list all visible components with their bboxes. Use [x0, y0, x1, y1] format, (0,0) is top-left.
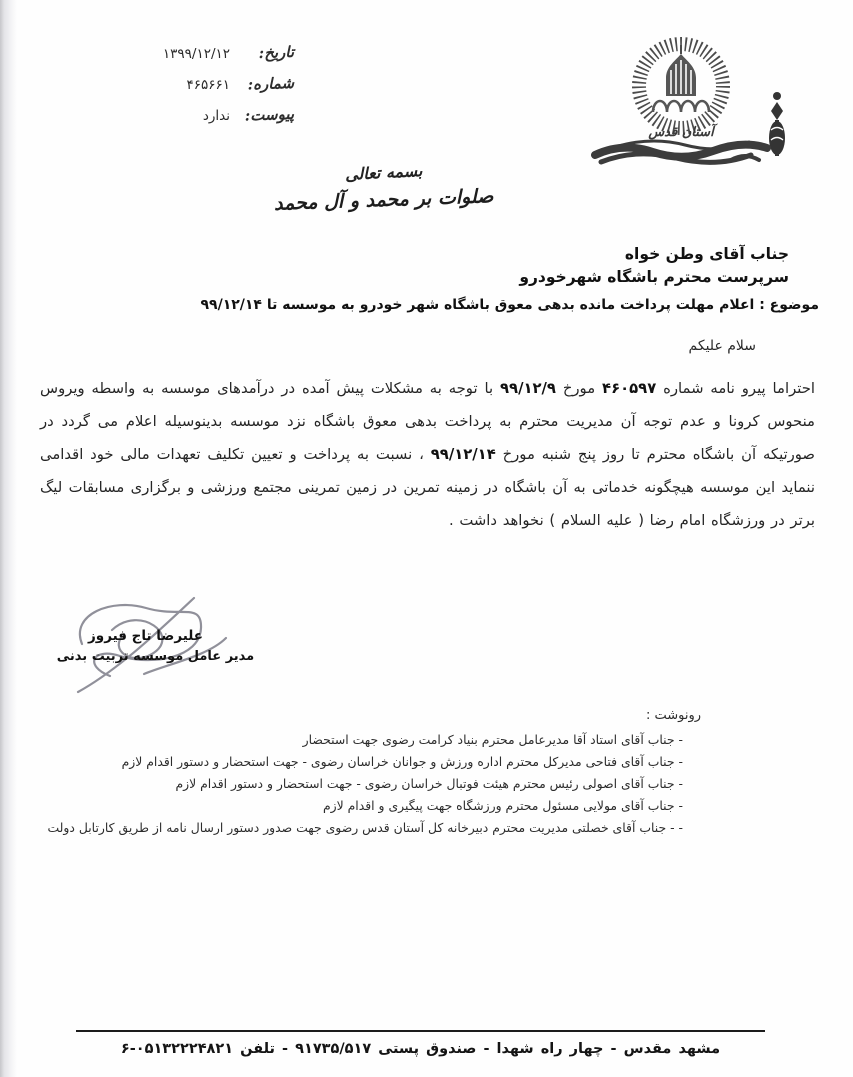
body-segment: با توجه به مشکلات پیش آمده در درآمدهای موسسه به واسطه ویروس منحوس کرونا و عدم توجه آن مدیریت محترم به پرداخت بدهی معوق باشگاه نزد موسسه بدینوسیله اعلام می گردد در صورتیکه آن باشگاه محترم تا روز پنج شنبه مورخ — [40, 380, 816, 463]
attachment-value: ندارد — [202, 108, 230, 124]
scan-edge-shadow — [0, 0, 17, 1077]
body-segment: ۹۹/۱۲/۱۴ — [430, 446, 496, 463]
cc-item: - - جناب آقای خصلتی مدیریت محترم دبیرخانه کل آستان قدس رضوی جهت صدور دستور ارسال نامه از طریق کارتابل دولت — [47, 820, 683, 835]
attachment-label: پیوست: — [244, 104, 295, 125]
footer-address: مشهد مقدس - چهار راه شهدا - صندوق پستی ۹۱۷۳۵/۵۱۷ - تلفن ۰۵۱۳۲۲۲۴۸۲۱-۶ — [76, 1030, 765, 1057]
cc-item: - جناب آقای مولایی مسئول محترم ورزشگاه جهت پیگیری و اقدام لازم — [322, 798, 683, 813]
recipient-name: جناب آقای وطن خواه — [624, 245, 789, 263]
cc-item: - جناب آقای فتاحی مدیرکل محترم اداره ورزش و جوانان خراسان رضوی - جهت استحضار و دستور اقدام لازم — [121, 754, 683, 769]
salawat-text: صلوات بر محمد و آل محمد — [274, 185, 494, 215]
body-segment: ، نسبت به پرداخت و تعیین تکلیف تعهدات مالی خود اقدامی ننماید این موسسه هیچگونه خدماتی به آن باشگاه در زمینه تمرین در زمین تمرینی مجتمع ورزشی و برگزاری مسابقات لیگ برتر در ورزشگاه امام رضا ( علیه السلام ) نخواهد داشت . — [40, 446, 815, 529]
cc-label: رونوشت : — [645, 708, 701, 723]
meta-row-attachment — [52, 106, 294, 124]
logo-caption: آستان قدس — [648, 125, 714, 140]
signature-block — [38, 588, 278, 698]
cc-list — [30, 729, 701, 839]
bismillah-block — [0, 160, 768, 215]
meta-row-date — [52, 44, 294, 62]
number-value: ۴۶۵۶۶۱ — [186, 77, 230, 93]
meta-row-number — [52, 75, 294, 93]
body-segment: ۴۶۰۵۹۷ — [602, 380, 657, 397]
letterhead-meta — [52, 44, 294, 137]
besmele-text: بسمه تعالی — [344, 160, 424, 185]
subject-line: موضوع : اعلام مهلت پرداخت مانده بدهی معوق باشگاه شهر خودرو به موسسه تا ۹۹/۱۲/۱۴ — [200, 297, 819, 313]
body-segment: ۹۹/۱۲/۹ — [500, 380, 556, 397]
recipient-title: سرپرست محترم باشگاه شهرخودرو — [519, 268, 789, 286]
salutation: سلام علیکم — [688, 338, 756, 354]
signatory-name: علیرضا تاج فیروز — [88, 628, 203, 644]
signatory-title: مدیر عامل موسسه تربیت بدنی — [56, 649, 255, 664]
cc-item: - جناب آقای استاد آقا مدیرعامل محترم بنیاد کرامت رضوی جهت استحضار — [302, 732, 683, 747]
recipient-block — [519, 243, 789, 289]
astan-quds-logo — [581, 36, 813, 174]
date-label: تاریخ: — [258, 42, 295, 63]
cc-section — [30, 708, 701, 839]
body-segment: احتراما پیرو نامه شماره — [656, 380, 815, 397]
body-segment: مورخ — [555, 380, 603, 397]
cc-item: - جناب آقای اصولی رئیس محترم هیئت فوتبال خراسان رضوی - جهت استحضار و دستور اقدام لازم — [175, 776, 683, 791]
shrine-dome-emblem-icon — [581, 36, 813, 174]
body-paragraph — [40, 372, 815, 537]
number-label: شماره: — [247, 73, 295, 94]
date-value: ۱۳۹۹/۱۲/۱۲ — [162, 46, 230, 62]
